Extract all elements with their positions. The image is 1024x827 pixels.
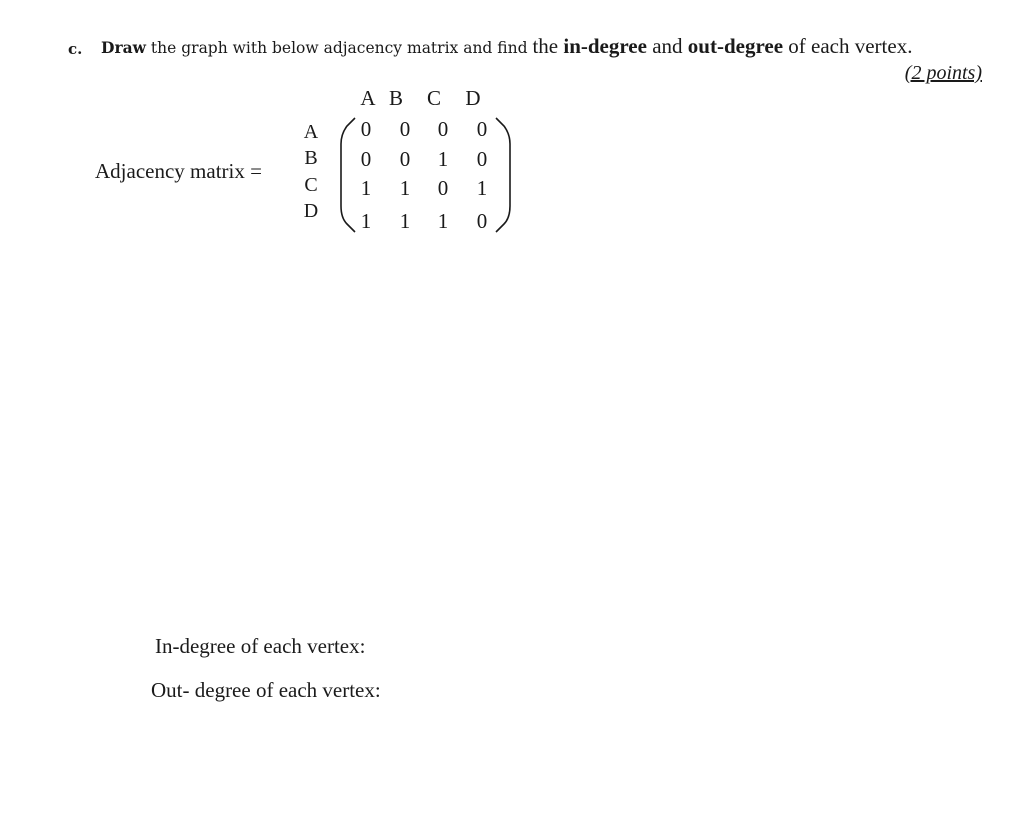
question-verb: Draw — [101, 38, 146, 57]
in-degree-term: in-degree — [563, 34, 647, 58]
matrix-cell: 1 — [360, 176, 372, 200]
in-degree-prompt: In-degree of each vertex: — [155, 634, 366, 658]
matrix-cell: 0 — [437, 117, 449, 141]
points-label: (2 points) — [904, 62, 982, 84]
right-parenthesis — [492, 116, 514, 236]
column-header-a: A — [360, 86, 376, 110]
matrix-cell: 0 — [437, 176, 449, 200]
question-ending: of each vertex. — [783, 34, 913, 58]
row-header-a: A — [303, 121, 319, 143]
matrix-cell: 0 — [360, 147, 372, 171]
column-header-d: D — [465, 86, 481, 110]
matrix-cell: 1 — [437, 147, 449, 171]
matrix-cell: 0 — [360, 117, 372, 141]
column-header-c: C — [426, 86, 441, 110]
matrix-cell: 1 — [399, 176, 411, 200]
matrix-cell: 0 — [476, 147, 488, 171]
matrix-cell: 0 — [476, 117, 488, 141]
column-header-b: B — [388, 86, 403, 110]
out-degree-term: out-degree — [687, 34, 784, 58]
question-sentence — [101, 34, 912, 59]
matrix-cell: 1 — [476, 176, 488, 200]
matrix-cell: 1 — [360, 209, 372, 233]
row-header-c: C — [304, 174, 318, 196]
matrix-cell: 0 — [399, 147, 411, 171]
matrix-cell: 1 — [399, 209, 411, 233]
matrix-cell: 0 — [476, 209, 488, 233]
matrix-cell: 1 — [437, 209, 449, 233]
question-and: and — [646, 34, 688, 58]
matrix-cell: 0 — [399, 117, 411, 141]
question-letter: c. — [68, 40, 83, 58]
row-header-b: B — [304, 147, 318, 169]
out-degree-prompt: Out- degree of each vertex: — [151, 678, 381, 702]
matrix-label: Adjacency matrix = — [95, 159, 262, 183]
row-header-d: D — [303, 200, 319, 222]
question-clause: the graph with below adjacency matrix and find — [146, 39, 533, 57]
question-the: the — [532, 34, 564, 58]
